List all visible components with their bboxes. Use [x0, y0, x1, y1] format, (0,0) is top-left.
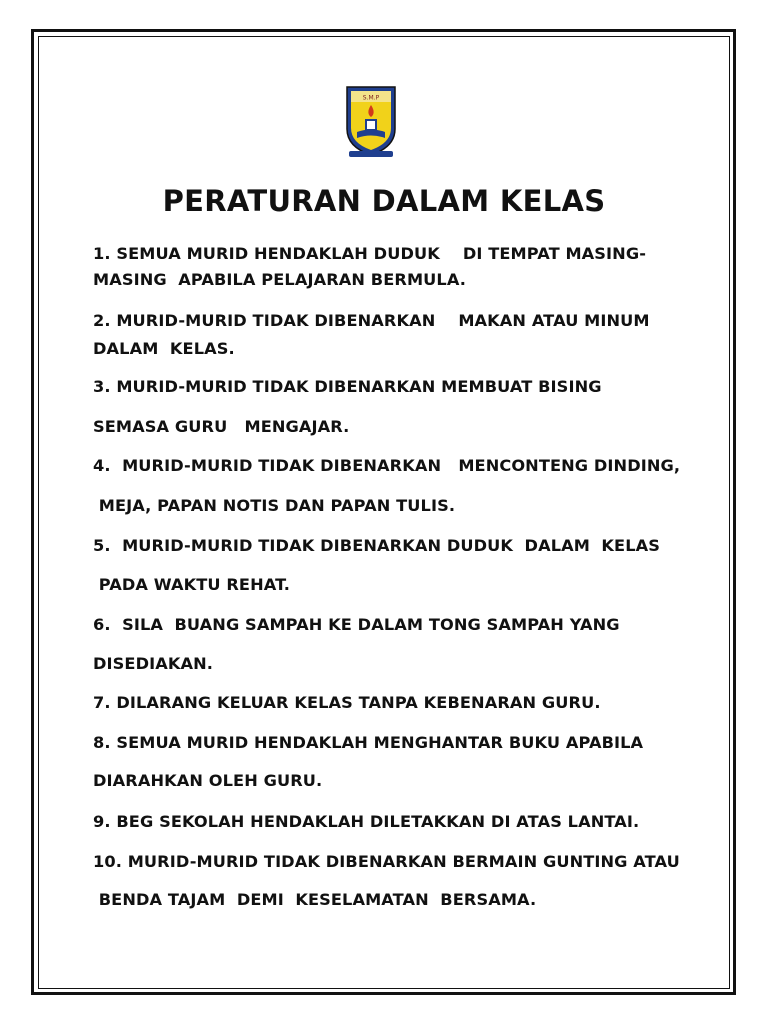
rule-line: 4. MURID-MURID TIDAK DIBENARKAN MENCONTENG DINDING,	[93, 456, 681, 475]
rule-line: DISEDIAKAN.	[93, 654, 214, 673]
rule-line: 2. MURID-MURID TIDAK DIBENARKAN MAKAN ATAU MINUM	[93, 311, 650, 330]
rule-line: MEJA, PAPAN NOTIS DAN PAPAN TULIS.	[93, 496, 456, 515]
rule-line: PADA WAKTU REHAT.	[93, 575, 291, 594]
rule-line: 10. MURID-MURID TIDAK DIBENARKAN BERMAIN GUNTING ATAU	[93, 852, 680, 871]
rule-line: DIARAHKAN OLEH GURU.	[93, 771, 323, 790]
rule-line: 8. SEMUA MURID HENDAKLAH MENGHANTAR BUKU APABILA	[93, 733, 644, 752]
rule-line: 7. DILARANG KELUAR KELAS TANPA KEBENARAN GURU.	[93, 693, 601, 712]
rule-line: BENDA TAJAM DEMI KESELAMATAN BERSAMA.	[93, 890, 537, 909]
rule-line: 5. MURID-MURID TIDAK DIBENARKAN DUDUK DALAM KELAS	[93, 536, 661, 555]
page-title: PERATURAN DALAM KELAS	[162, 184, 606, 218]
rule-line: 3. MURID-MURID TIDAK DIBENARKAN MEMBUAT BISING	[93, 377, 602, 396]
rule-line: SEMASA GURU MENGAJAR.	[93, 417, 350, 436]
rule-line: 6. SILA BUANG SAMPAH KE DALAM TONG SAMPAH YANG	[93, 615, 620, 634]
svg-text:S.M.P: S.M.P	[362, 94, 380, 102]
rule-line: 9. BEG SEKOLAH HENDAKLAH DILETAKKAN DI ATAS LANTAI.	[93, 812, 640, 831]
rule-line: MASING APABILA PELAJARAN BERMULA.	[93, 270, 466, 289]
rule-line: 1. SEMUA MURID HENDAKLAH DUDUK DI TEMPAT MASING-	[93, 244, 647, 263]
rule-line: DALAM KELAS.	[93, 339, 235, 358]
school-crest-icon	[345, 85, 397, 161]
